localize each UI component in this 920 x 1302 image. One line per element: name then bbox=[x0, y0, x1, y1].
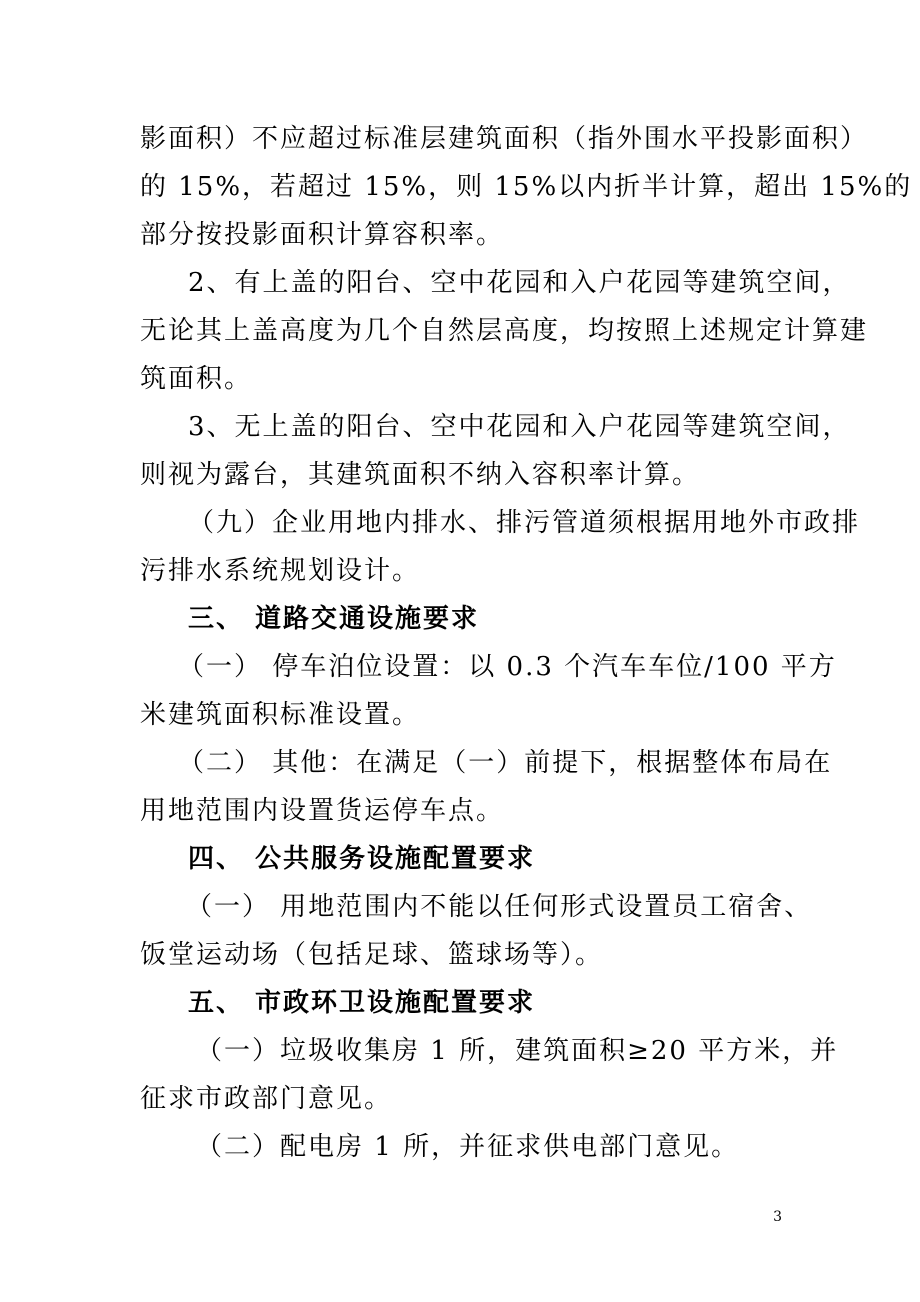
body-text-line: 用地范围内设置货运停车点。 bbox=[140, 796, 505, 826]
body-text-line: 饭堂运动场（包括足球、篮球场等）。 bbox=[140, 940, 604, 970]
clause-5-1: （一）垃圾收集房 1 所，建筑面积≥20 平方米，并 bbox=[196, 1036, 839, 1066]
body-text-line: 部分按投影面积计算容积率。 bbox=[140, 220, 505, 250]
clause-3-1: （一） 停车泊位设置：以 0.3 个汽车车位/100 平方 bbox=[178, 652, 837, 682]
list-item-2: 2、有上盖的阳台、空中花园和入户花园等建筑空间， bbox=[188, 268, 851, 298]
clause-5-2: （二）配电房 1 所，并征求供电部门意见。 bbox=[196, 1132, 740, 1162]
body-text-line: 的 15%，若超过 15%，则 15%以内折半计算，超出 15%的 bbox=[140, 172, 913, 202]
body-text-line: 影面积）不应超过标准层建筑面积（指外围水平投影面积） bbox=[140, 124, 869, 154]
body-text-line: 筑面积。 bbox=[140, 364, 253, 394]
body-text-line: 污排水系统规划设计。 bbox=[140, 556, 421, 586]
body-text-line: 米建筑面积标准设置。 bbox=[140, 700, 421, 730]
body-text-line: 征求市政部门意见。 bbox=[140, 1084, 393, 1114]
clause-9: （九）企业用地内排水、排污管道须根据用地外市政排 bbox=[188, 508, 861, 538]
clause-4-1: （一） 用地范围内不能以任何形式设置员工宿舍、 bbox=[186, 892, 813, 922]
body-text-line: 无论其上盖高度为几个自然层高度，均按照上述规定计算建 bbox=[140, 316, 869, 346]
section-heading-5: 五、 市政环卫设施配置要求 bbox=[188, 988, 536, 1018]
body-text-line: 则视为露台，其建筑面积不纳入容积率计算。 bbox=[140, 460, 701, 490]
section-heading-3: 三、 道路交通设施要求 bbox=[188, 604, 480, 634]
section-heading-4: 四、 公共服务设施配置要求 bbox=[188, 844, 536, 874]
page-number: 3 bbox=[773, 1209, 782, 1225]
clause-3-2: （二） 其他：在满足（一）前提下，根据整体布局在 bbox=[178, 748, 833, 778]
list-item-3: 3、无上盖的阳台、空中花园和入户花园等建筑空间， bbox=[188, 412, 851, 442]
